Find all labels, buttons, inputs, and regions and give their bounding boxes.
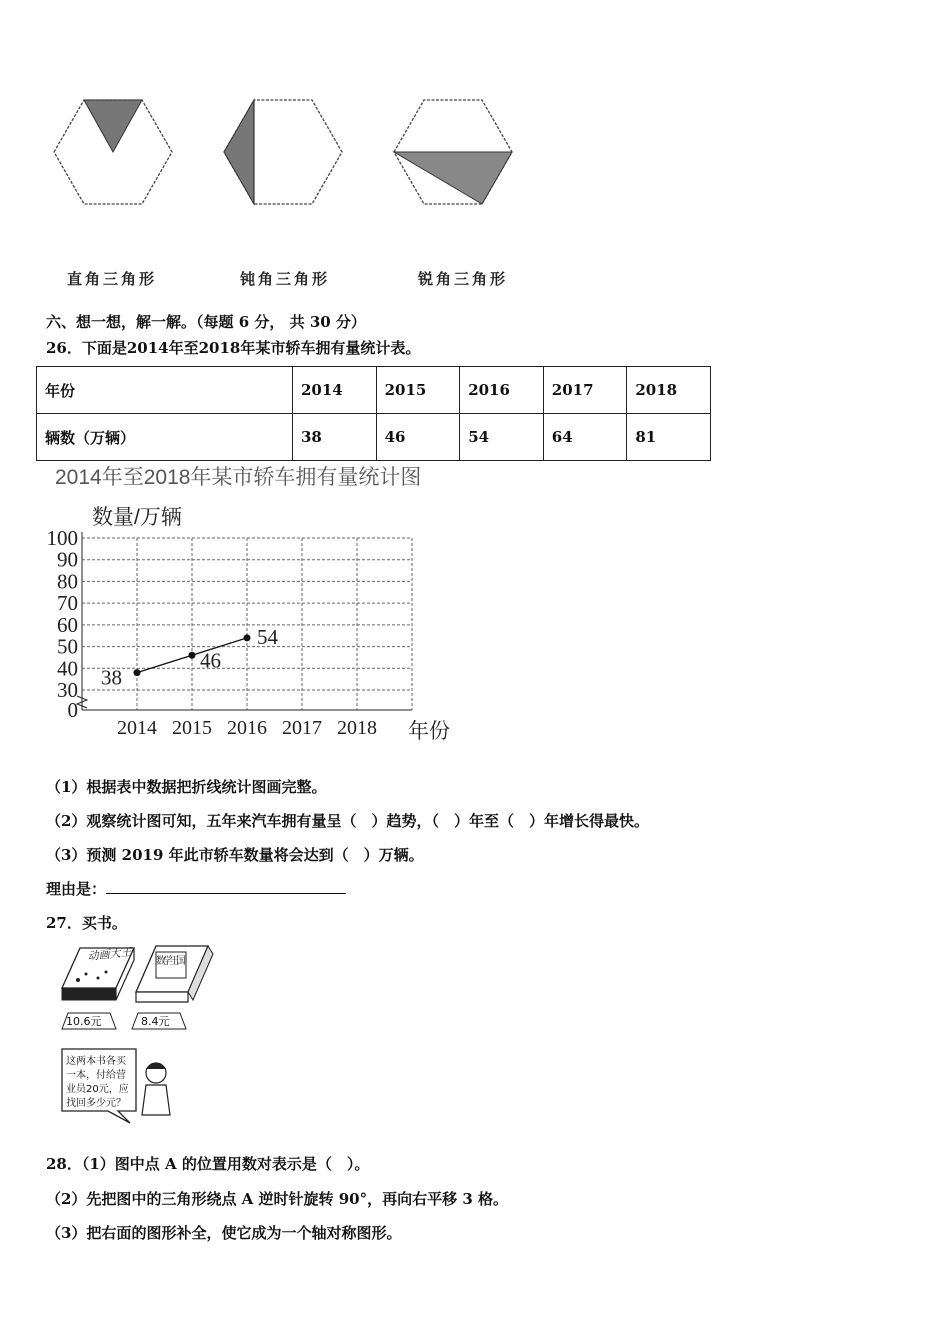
book2-price: 8.4元 [141,1015,170,1028]
y-tick-label: 50 [57,634,78,659]
table-cell: 2014 [293,367,377,414]
q26-sub2: （2）观察统计图可知，五年来汽车拥有量呈（ ）趋势，（ ）年至（ ）年增长得最快。 [46,812,649,830]
y-tick-label: 30 [57,678,78,702]
chart-ylabel: 数量/万辆 [92,506,182,529]
y-tick-label: 70 [57,591,78,616]
x-tick-label: 2015 [172,717,212,739]
y-tick-label: 100 [46,526,78,550]
data-point [134,669,141,676]
chart-title: 2014年至2018年某市轿车拥有量统计图 [55,466,422,489]
book1-price: 10.6元 [66,1015,102,1028]
table-cell: 2015 [376,367,460,414]
hexagon-label-acute: 锐角三角形 [418,270,509,288]
table-cell: 64 [543,414,627,461]
data-label: 54 [257,624,278,649]
q28-line3: （3）把右面的图形补全，使它成为一个轴对称图形。 [46,1224,402,1242]
speech-text: 这两本书各买一本，付给营业员20元，应找回多少元？ [66,1056,129,1109]
reason-label: 理由是： [46,880,107,898]
q28-line1: 28．（1）图中点 A 的位置用数对表示是（ ）。 [46,1155,370,1173]
data-label: 38 [101,665,122,690]
table-cell: 年份 [37,367,293,414]
y-tick-label: 90 [57,547,78,572]
data-point [189,652,196,659]
y-tick-label: 40 [57,656,78,681]
chart-xlabel: 年份 [408,719,450,743]
books-illustration [58,940,218,1015]
statistics-table [36,366,711,461]
table-row [37,414,711,461]
q26-prompt: 26．下面是2014年至2018年某市轿车拥有量统计表。 [46,339,421,357]
table-cell: 2016 [460,367,544,414]
table-cell: 54 [460,414,544,461]
girl-figure [142,1063,170,1115]
q26-reason [46,878,346,899]
table-cell: 38 [293,414,377,461]
section-title: 六、想一想，解一解。（每题 6 分， 共 30 分） [46,313,366,331]
q26-sub3: （3）预测 2019 年此市轿车数量将会达到（ ）万辆。 [46,846,424,864]
y-tick-label: 80 [57,569,78,594]
book1-title: 动画大王 [86,945,133,963]
q26-sub1: （1）根据表中数据把折线统计图画完整。 [46,778,327,796]
data-point [244,634,251,641]
axis-break [77,696,87,708]
hexagon-label-obtuse: 钝角三角形 [240,270,331,288]
hexagon-obtuse-triangle [224,100,342,204]
table-cell: 辆数（万辆） [37,414,293,461]
x-tick-label: 2017 [282,717,322,739]
q27-prompt: 27．买书。 [46,914,127,932]
x-tick-label: 2014 [117,717,157,739]
x-tick-label: 2016 [227,717,267,739]
x-tick-label: 2018 [337,717,377,739]
y-tick-label: 60 [57,612,78,637]
answer-line[interactable] [106,879,346,894]
hexagon-figures [40,90,540,215]
q28-line2: （2）先把图中的三角形绕点 A 逆时针旋转 90°，再向右平移 3 格。 [46,1190,508,1208]
table-cell: 46 [376,414,460,461]
table-row [37,367,711,414]
hexagon-label-right: 直角三角形 [67,270,158,288]
book2-title: 数学王国 [156,956,186,967]
book-math-kingdom [136,946,213,1002]
table-cell: 2018 [627,367,711,414]
hexagon-right-triangle [54,100,172,204]
line-chart [30,460,470,750]
table-cell: 2017 [543,367,627,414]
hexagon-acute-triangle [394,100,512,204]
table-cell: 81 [627,414,711,461]
y-tick-label: 0 [67,698,78,722]
data-label: 46 [200,648,221,673]
